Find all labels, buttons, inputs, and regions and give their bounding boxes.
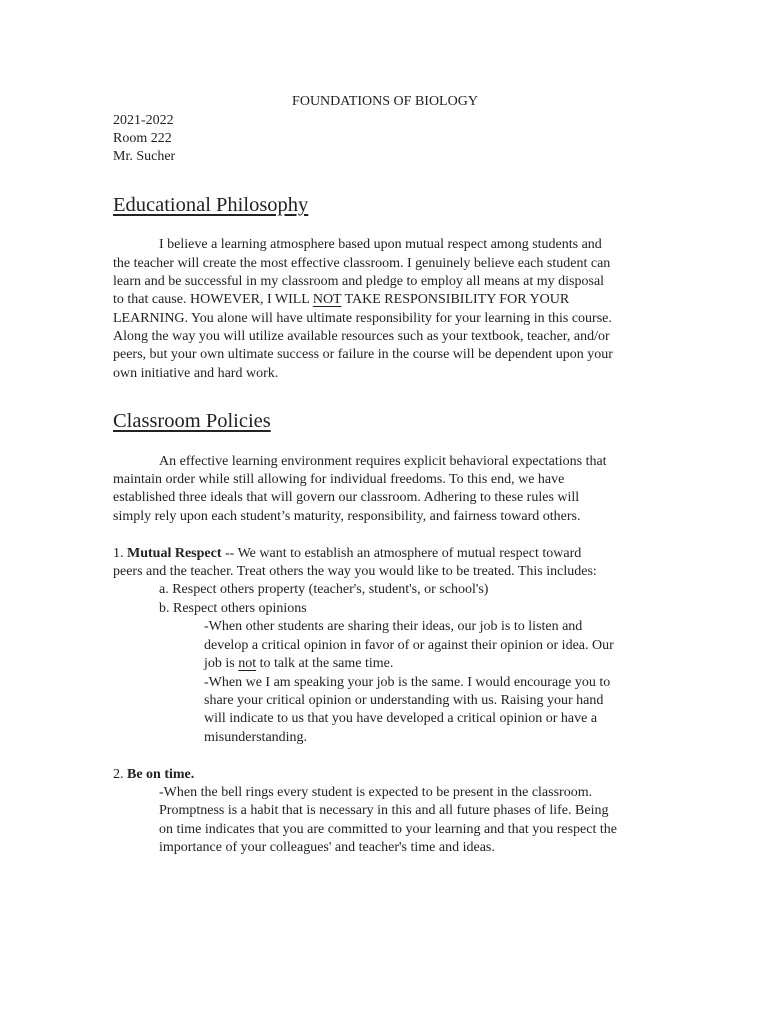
philosophy-line: learn and be successful in my classroom and pledge to employ all means at my disposal <box>113 274 605 289</box>
rule-1-detail: -When other students are sharing their ideas, our job is to listen and <box>204 619 583 634</box>
philosophy-line: LEARNING. You alone will have ultimate responsibility for your learning in this course. <box>113 311 612 326</box>
philosophy-line <box>113 291 569 310</box>
philosophy-line: peers, but your own ultimate success or failure in the course will be dependent upon your <box>113 347 613 362</box>
rule-1-subitem-b: b. Respect others opinions <box>159 601 307 616</box>
room-number: Room 222 <box>113 131 172 146</box>
philosophy-heading: Educational Philosophy <box>113 194 309 216</box>
rule-number: 2. <box>113 767 127 782</box>
rule-2-line: importance of your colleagues' and teacher's time and ideas. <box>159 840 495 855</box>
policies-line: simply rely upon each student’s maturity, responsibility, and fairness toward others. <box>113 509 581 524</box>
rule-1-detail: will indicate to us that you have developed a critical opinion or have a <box>204 711 598 726</box>
rule-1-text: to talk at the same time. <box>256 656 394 671</box>
philosophy-line: the teacher will create the most effective classroom. I genuinely believe each student can <box>113 256 611 271</box>
rule-1-text: job is <box>204 656 239 671</box>
course-title: FOUNDATIONS OF BIOLOGY <box>292 94 478 109</box>
rule-2-line: Promptness is a habit that is necessary in this and all future phases of life. Being <box>159 803 609 818</box>
rule-number: 1. <box>113 546 127 561</box>
philosophy-line: I believe a learning atmosphere based upon mutual respect among students and <box>159 237 602 252</box>
philosophy-text: TAKE RESPONSIBILITY FOR YOUR <box>341 292 570 307</box>
rule-1-detail: -When we I am speaking your job is the same. I would encourage you to <box>204 675 611 690</box>
rule-1-detail: share your critical opinion or understanding with us. Raising your hand <box>204 693 604 708</box>
rule-2-line: on time indicates that you are committed to your learning and that you respect the <box>159 822 617 837</box>
policies-line: established three ideals that will govern our classroom. Adhering to these rules will <box>113 490 580 505</box>
philosophy-line: own initiative and hard work. <box>113 366 279 381</box>
policies-line: maintain order while still allowing for individual freedoms. To this end, we have <box>113 472 565 487</box>
rule-title: Be on time. <box>127 767 195 782</box>
rule-1-detail: develop a critical opinion in favor of or against their opinion or idea. Our <box>204 638 614 653</box>
policies-heading: Classroom Policies <box>113 410 271 432</box>
rule-text: -- We want to establish an atmosphere of mutual respect toward <box>221 546 582 561</box>
emphasis-not: not <box>238 656 257 671</box>
rule-1-heading <box>113 545 581 564</box>
rule-title: Mutual Respect <box>127 546 222 561</box>
teacher-name: Mr. Sucher <box>113 149 176 164</box>
rule-1-detail <box>204 655 393 674</box>
school-year: 2021-2022 <box>113 113 174 128</box>
philosophy-text: to that cause. HOWEVER, I WILL <box>113 292 313 307</box>
emphasis-not: NOT <box>312 292 342 307</box>
rule-1-detail: misunderstanding. <box>204 730 308 745</box>
rule-1-line: peers and the teacher. Treat others the way you would like to be treated. This includes: <box>113 564 597 579</box>
policies-line: An effective learning environment requires explicit behavioral expectations that <box>159 454 607 469</box>
rule-1-subitem-a: a. Respect others property (teacher's, student's, or school's) <box>159 582 489 597</box>
rule-2-heading <box>113 766 194 785</box>
rule-2-line: -When the bell rings every student is expected to be present in the classroom. <box>159 785 593 800</box>
philosophy-line: Along the way you will utilize available resources such as your textbook, teacher, and/or <box>113 329 610 344</box>
